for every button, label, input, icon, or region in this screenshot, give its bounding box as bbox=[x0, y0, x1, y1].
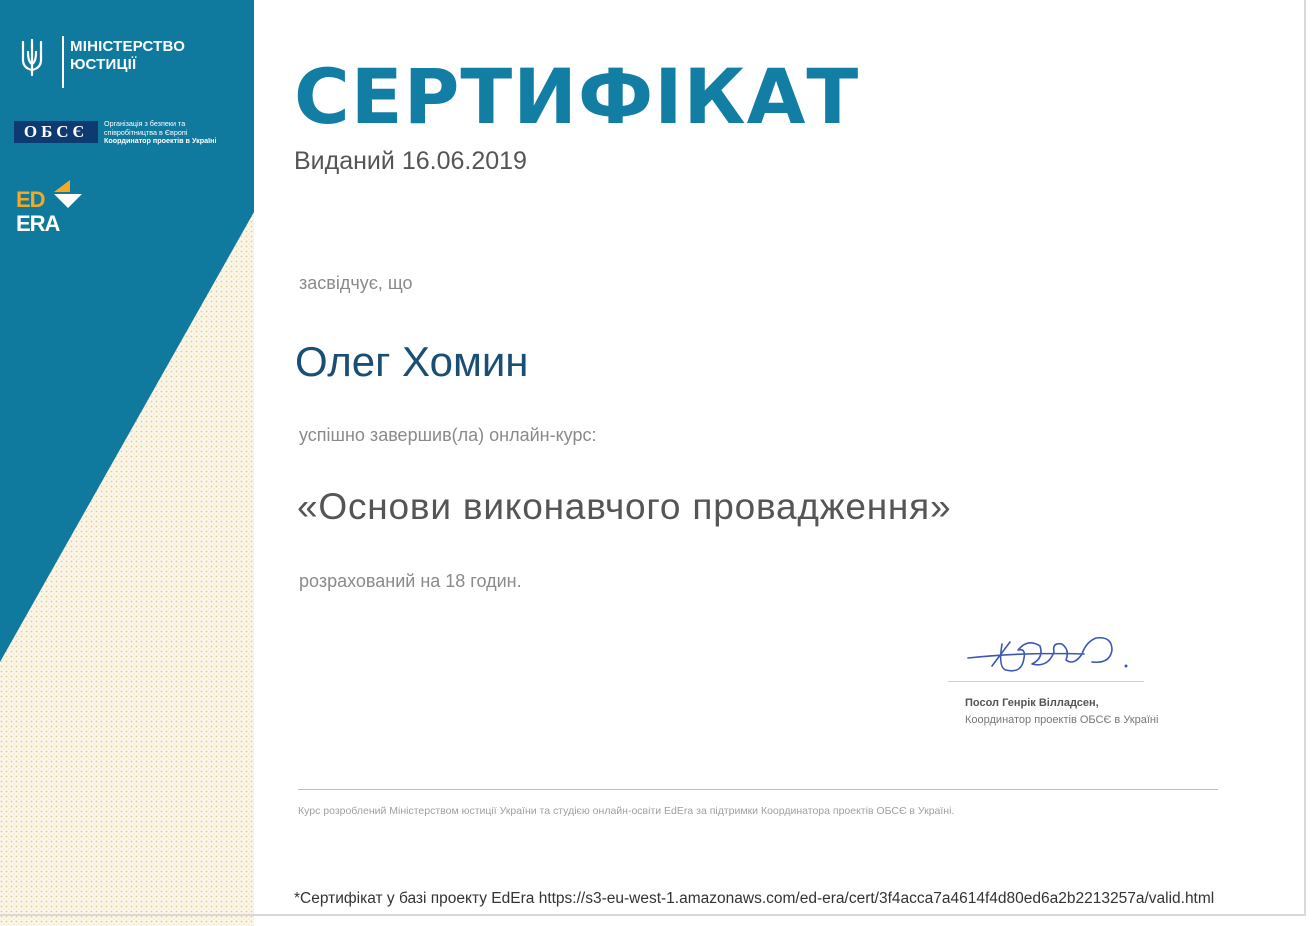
page-border-bottom bbox=[0, 914, 1306, 916]
ministry-of-justice-logo bbox=[18, 36, 188, 92]
logo-divider bbox=[62, 36, 64, 88]
certificate-title: СЕРТИФІКАТ bbox=[294, 52, 860, 141]
ministry-name-line1: МІНІСТЕРСТВО bbox=[70, 38, 186, 55]
course-title: «Основи виконавчого провадження» bbox=[297, 486, 952, 527]
signature bbox=[962, 628, 1134, 684]
osce-logo bbox=[14, 118, 239, 150]
issue-date: Виданий 16.06.2019 bbox=[294, 147, 527, 175]
osce-desc-line2: співробітництва в Європі bbox=[104, 127, 188, 137]
book-icon bbox=[52, 178, 88, 212]
verification-link[interactable]: *Сертифікат у базі проекту EdEra https://s3-eu-west-1.amazonaws.com/ed-era/cert/3f4acca7a4614f4d80ed6a2b2213257a/valid.html bbox=[294, 890, 1215, 907]
footer-divider bbox=[298, 789, 1218, 790]
ministry-name bbox=[70, 38, 200, 74]
trident-icon bbox=[20, 38, 44, 76]
page-border-right bbox=[1304, 0, 1306, 916]
osce-desc-line1: Організація з безпеки та bbox=[104, 119, 186, 128]
osce-mark: ОБСЄ bbox=[14, 121, 98, 143]
osce-description bbox=[104, 120, 244, 146]
certifies-text: засвідчує, що bbox=[299, 273, 413, 293]
signer-role: Координатор проектів ОБСЄ в Україні bbox=[965, 714, 1159, 726]
edera-era: ERA bbox=[16, 211, 60, 236]
signer-name: Посол Генрік Вілладсен, bbox=[965, 697, 1099, 709]
ministry-name-line2: ЮСТИЦІЇ bbox=[70, 56, 137, 73]
completed-text: успішно завершив(ла) онлайн-курс: bbox=[299, 425, 597, 445]
course-duration: розрахований на 18 годин. bbox=[299, 571, 522, 591]
signature-line bbox=[948, 681, 1144, 682]
edera-logo bbox=[16, 178, 88, 240]
recipient-name: Олег Хомин bbox=[295, 338, 529, 385]
footer-note: Курс розроблений Міністерством юстиції України та студією онлайн-освіти EdEra за підтримки Координатора проектів ОБСЄ в Україні. bbox=[298, 805, 955, 817]
edera-ed: ED bbox=[16, 187, 45, 212]
osce-desc-line3: Координатор проектів в Україні bbox=[104, 136, 217, 146]
